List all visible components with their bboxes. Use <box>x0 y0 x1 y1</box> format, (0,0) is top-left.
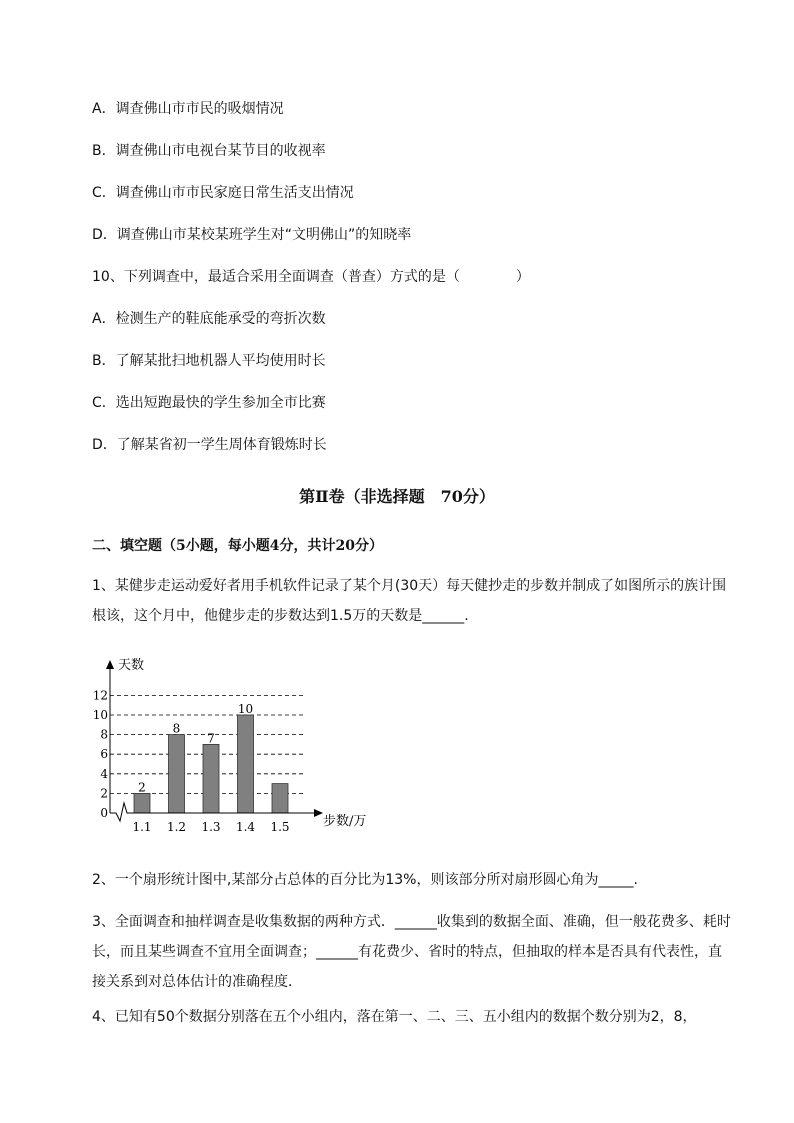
x-tick-label: 1.1 <box>132 820 152 834</box>
y-tick-label: 6 <box>100 747 108 762</box>
y-tick-label: 10 <box>92 708 108 722</box>
bar <box>203 744 219 813</box>
q10-stem: 10、下列调查中，最适合采用全面调查（普查）方式的是（ ） <box>92 269 530 285</box>
fill-question-1: 1、某健步走运动爱好者用手机软件记录了某个月(30天）每天健抄走的步数并制成了如图所示的族计围根该，这个月中，他健步走的步数达到1.5万的天数是______. <box>92 578 727 624</box>
y-tick-label: 0 <box>100 806 108 820</box>
q10-option-a: A．检测生产的鞋底能承受的弯折次数 <box>92 311 326 327</box>
data-label: 2 <box>138 780 146 795</box>
bar-chart <box>92 655 396 840</box>
bar <box>134 793 150 813</box>
q10-option-d: D．了解某省初一学生周体育锻炼时长 <box>92 437 327 453</box>
bar <box>272 784 288 813</box>
part2-title: 第Ⅱ卷（非选择题 70分） <box>299 487 495 506</box>
data-label: 8 <box>172 721 181 736</box>
q9-option-c: C．调查佛山市市民家庭日常生活支出情况 <box>92 185 354 201</box>
fill-question-2: 2、一个扇形统计图中,某部分占总体的百分比为13%，则该部分所对扇形圆心角为_____. <box>92 872 638 888</box>
data-label: 10 <box>237 702 254 716</box>
bar <box>238 715 254 813</box>
q9-option-b: B．调查佛山市电视台某节目的收视率 <box>92 143 326 159</box>
x-axis-title: 步数/万 <box>323 814 367 829</box>
y-tick-label: 12 <box>92 688 108 703</box>
y-tick-label: 8 <box>100 727 108 742</box>
q9-option-d: D．调查佛山市某校某班学生对“文明佛山”的知晓率 <box>92 227 412 243</box>
y-tick-label: 2 <box>100 786 108 801</box>
q10-option-b: B．了解某批扫地机器人平均使用时长 <box>92 353 326 369</box>
x-tick-label: 1.4 <box>235 820 256 834</box>
y-axis-title: 天数 <box>118 658 145 673</box>
chart-bars <box>134 715 288 813</box>
x-tick-label: 1.3 <box>201 820 221 834</box>
fill-question-4: 4、已知有50个数据分别落在五个小组内，落在第一、二、三、五小组内的数据个数分别为2，8， <box>92 1009 697 1025</box>
data-label: 7 <box>207 731 215 746</box>
x-axis-arrow <box>314 809 323 817</box>
q9-option-a: A．调查佛山市市民的吸烟情况 <box>92 101 284 117</box>
bar <box>169 735 185 813</box>
y-tick-label: 4 <box>100 766 108 781</box>
x-tick-label: 1.2 <box>166 820 187 834</box>
y-axis-arrow <box>106 660 114 669</box>
fill-question-3: 3、全面调查和抽样调查是收集数据的两种方式．______收集到的数据全面、准确，但一般花费多、耗时长，而且某些调查不宜用全面调查；______有花费少、省时的特点，但抽取的样本是否具有代表性，直接关系到对总体估计的准确程度． <box>92 914 731 990</box>
x-tick-label: 1.5 <box>270 820 290 834</box>
section-heading: 二、填空题（5小题，每小题4分，共计20分） <box>92 538 383 554</box>
q10-option-c: C．选出短跑最快的学生参加全市比赛 <box>92 395 326 411</box>
